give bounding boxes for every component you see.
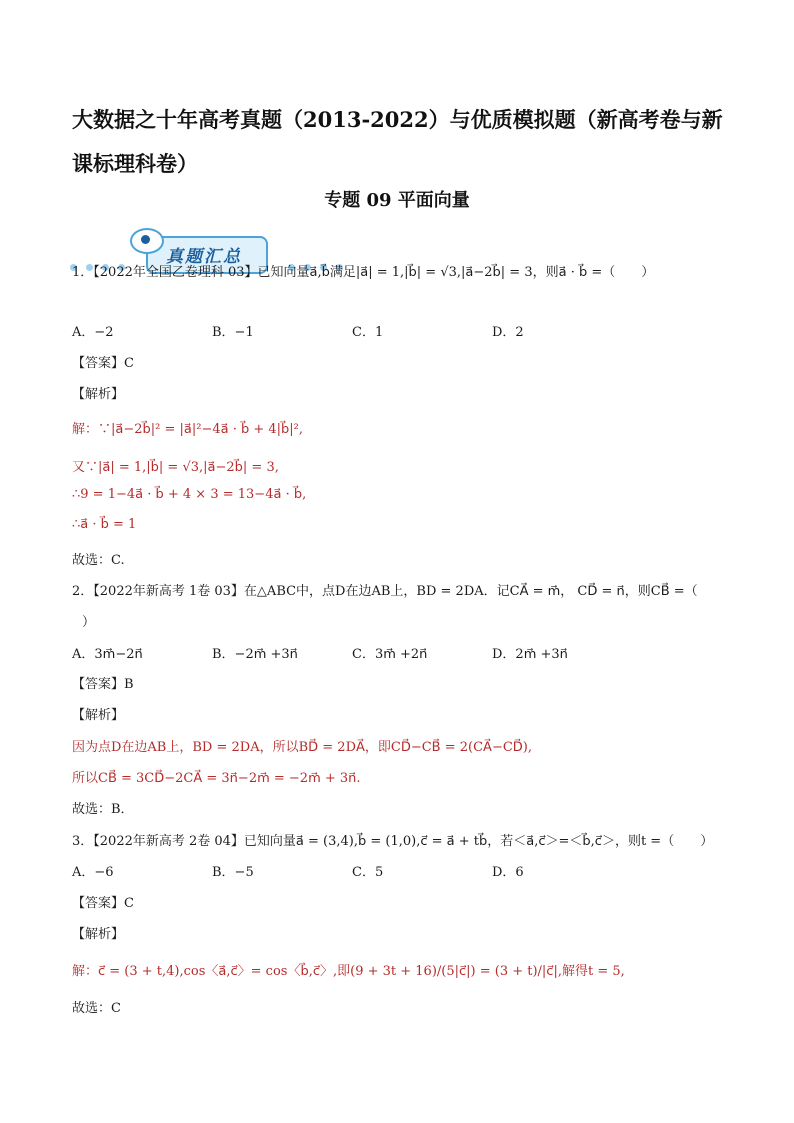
q3-stem: 3．【2022年新高考 2卷 04】已知向量a⃗ = (3,4),b⃗ = (1,0),c⃗ = a⃗ + tb⃗，若＜a⃗,c⃗＞=＜b⃗,c⃗＞，则t =（ ） <box>72 834 714 849</box>
q3-step: 解：c⃗ = (3 + t,4),cos〈a⃗,c⃗〉= cos〈b⃗,c⃗〉,即(9 + 3t + 16)/(5|c⃗|) = (3 + t)/|c⃗|,解得t = 5, <box>72 964 625 979</box>
q3-choice-c: C．5 <box>352 865 384 880</box>
q2-analysis-label: 【解析】 <box>72 708 125 723</box>
q3-analysis-label: 【解析】 <box>72 927 125 942</box>
q2-step: 所以CB⃗ = 3CD⃗−2CA⃗ = 3n⃗−2m⃗ = −2m⃗ + 3n⃗. <box>72 771 361 786</box>
q3-conclusion: 故选：C <box>72 1001 121 1016</box>
q2-choice-c: C．3m⃗ +2n⃗ <box>352 647 428 662</box>
q1-step: 又∵|a⃗| = 1,|b⃗| = √3,|a⃗−2b⃗| = 3, <box>72 460 279 475</box>
q2-choice-a: A．3m⃗−2n⃗ <box>72 647 143 662</box>
q1-choice-b: B．−1 <box>212 325 254 340</box>
q1-step: ∴a⃗ · b⃗ = 1 <box>72 517 137 532</box>
q1-analysis-label: 【解析】 <box>72 387 125 402</box>
section-banner-label: 真题汇总 <box>166 247 242 267</box>
q1-step: 解：∵|a⃗−2b⃗|² = |a⃗|²−4a⃗ · b⃗ + 4|b⃗|², <box>72 422 304 437</box>
q2-choice-d: D．2m⃗ +3n⃗ <box>492 647 568 662</box>
q2-choices <box>72 643 752 662</box>
q1-conclusion: 故选：C. <box>72 553 125 568</box>
q2-stem: 2．【2022年新高考 1卷 03】在△ABC中，点D在边AB上，BD = 2DA．记CA⃗ = m⃗， CD⃗ = n⃗，则CB⃗ =（ <box>72 584 698 599</box>
q1-choice-d: D．2 <box>492 325 524 340</box>
q2-stem-cont: ） <box>82 615 96 630</box>
q2-answer: 【答案】B <box>72 677 134 692</box>
q3-answer: 【答案】C <box>72 896 134 911</box>
q1-answer: 【答案】C <box>72 356 134 371</box>
q3-choice-d: D．6 <box>492 865 524 880</box>
eye-icon <box>130 228 164 254</box>
q2-conclusion: 故选：B． <box>72 802 134 817</box>
q3-choice-b: B．−5 <box>212 865 254 880</box>
q3-choices <box>72 861 752 880</box>
q1-step: ∴9 = 1−4a⃗ · b⃗ + 4 × 3 = 13−4a⃗ · b⃗, <box>72 487 307 502</box>
document-title: 大数据之十年高考真题（2013-2022）与优质模拟题（新高考卷与新课标理科卷） <box>72 107 723 176</box>
q2-step: 因为点D在边AB上，BD = 2DA，所以BD⃗ = 2DA⃗，即CD⃗−CB⃗ = 2(CA⃗−CD⃗), <box>72 740 532 755</box>
q2-choice-b: B．−2m⃗ +3n⃗ <box>212 647 298 662</box>
q1-choice-a: A．−2 <box>72 325 114 340</box>
topic-subtitle: 专题 09 平面向量 <box>324 190 470 211</box>
q1-choices <box>72 321 752 340</box>
q1-stem: 1．【2022年全国乙卷理科 03】已知向量a⃗,b⃗满足|a⃗| = 1,|b⃗| = √3,|a⃗−2b⃗| = 3，则a⃗ · b⃗ =（ ） <box>72 265 655 280</box>
q1-choice-c: C．1 <box>352 325 384 340</box>
q3-choice-a: A．−6 <box>72 865 114 880</box>
